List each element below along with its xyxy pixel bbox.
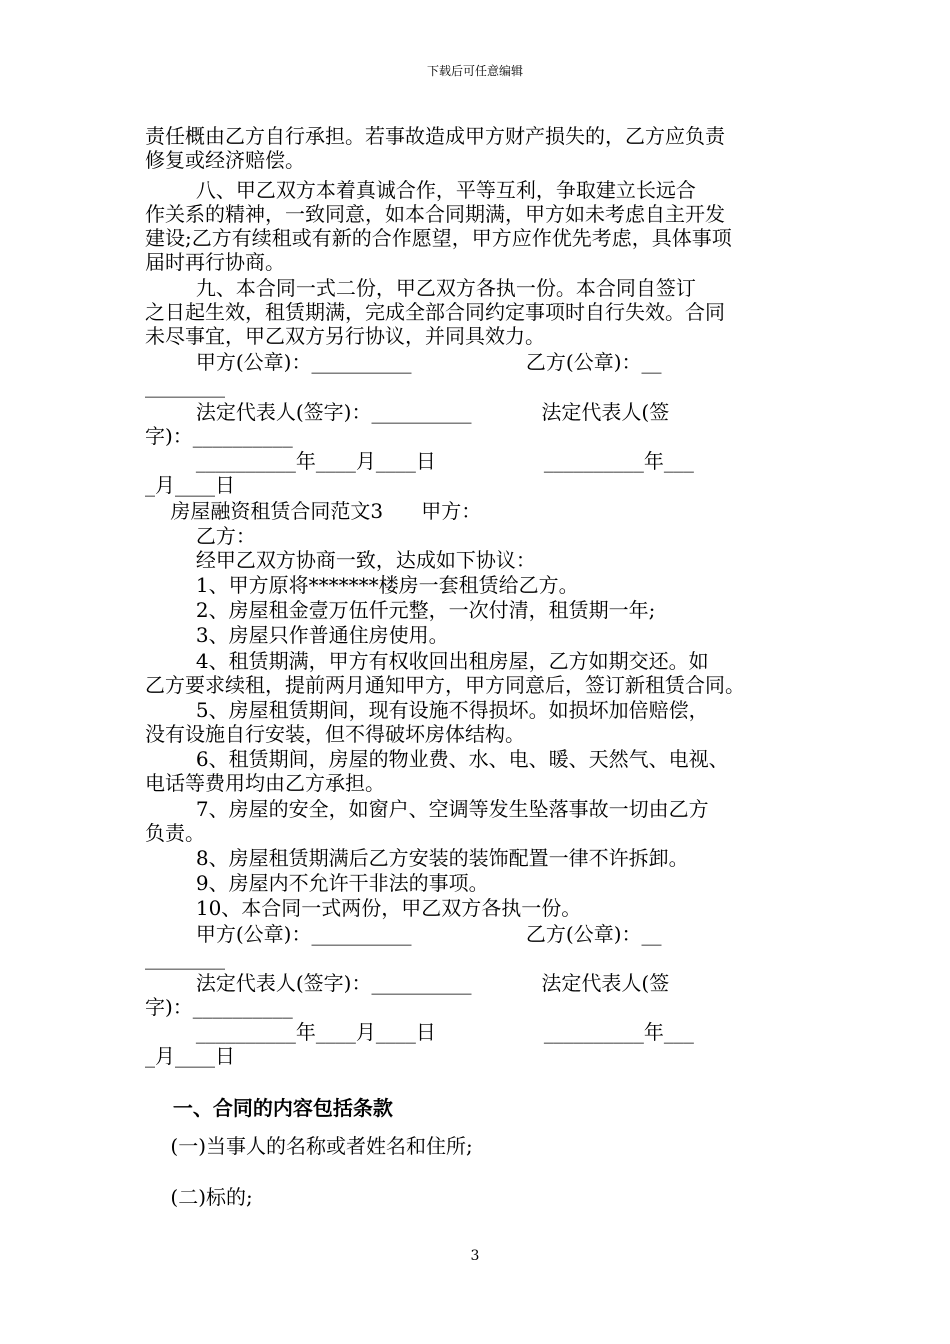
text-line: 5、房屋租赁期间，现有设施不得损坏。如损坏加倍赔偿， xyxy=(145,698,709,722)
text-line: __________年____月____日 __________年___ xyxy=(145,449,694,473)
text-line: 建设;乙方有续租或有新的合作愿望，甲方应作优先考虑，具体事项 xyxy=(145,226,732,250)
text-line: 电话等费用均由乙方承担。 xyxy=(145,771,385,795)
text-line: 1、甲方原将*******楼房一套租赁给乙方。 xyxy=(145,573,579,597)
list-item: (一)当事人的名称或者姓名和住所; xyxy=(145,1134,473,1158)
text-line: 3、房屋只作普通住房使用。 xyxy=(145,623,449,647)
text-line: ________ xyxy=(145,374,225,398)
text-line: 九、本合同一式二份，甲乙双方各执一份。本合同自签订 xyxy=(145,276,696,300)
text-line: 乙方要求续租，提前两月通知甲方，甲方同意后，签订新租赁合同。 xyxy=(145,673,745,697)
text-line: _月____日 xyxy=(145,1044,235,1068)
text-line: 甲方(公章)：__________ 乙方(公章)：__ xyxy=(145,350,662,374)
text-line: 八、甲乙双方本着真诚合作，平等互利，争取建立长远合 xyxy=(145,178,696,202)
text-line: 8、房屋租赁期满后乙方安装的装饰配置一律不许拆卸。 xyxy=(145,846,689,870)
text-line: 经甲乙双方协商一致，达成如下协议： xyxy=(145,548,536,572)
text-line: 法定代表人(签字)：__________ 法定代表人(签 xyxy=(145,971,670,995)
text-line: 6、租赁期间，房屋的物业费、水、电、暖、天然气、电视、 xyxy=(145,747,729,771)
text-line: 法定代表人(签字)：__________ 法定代表人(签 xyxy=(145,400,670,424)
text-line: ________ xyxy=(145,946,225,970)
text-line: 甲方(公章)：__________ 乙方(公章)：__ xyxy=(145,922,662,946)
text-line: _月____日 xyxy=(145,473,235,497)
text-line: 字)：__________ xyxy=(145,424,293,448)
text-line: 字)：__________ xyxy=(145,995,293,1019)
text-line: 未尽事宜，甲乙双方另行协议，并同具效力。 xyxy=(145,324,545,348)
text-line: 9、房屋内不允许干非法的事项。 xyxy=(145,871,489,895)
text-line: 作关系的精神，一致同意，如本合同期满，甲方如未考虑自主开发 xyxy=(145,202,725,226)
text-line: 修复或经济赔偿。 xyxy=(145,148,305,172)
text-line: 没有设施自行安装，但不得破坏房体结构。 xyxy=(145,722,525,746)
text-line: 届时再行协商。 xyxy=(145,250,285,274)
text-line: 2、房屋租金壹万伍仟元整，一次付清，租赁期一年; xyxy=(145,598,656,622)
text-line: 10、本合同一式两份，甲乙双方各执一份。 xyxy=(145,896,582,920)
text-line: 乙方： xyxy=(145,524,256,548)
text-line: 之日起生效，租赁期满，完成全部合同约定事项时自行失效。合同 xyxy=(145,300,725,324)
text-line: 负责。 xyxy=(145,821,205,845)
text-line: 4、租赁期满，甲方有权收回出租房屋，乙方如期交还。如 xyxy=(145,649,709,673)
text-line: 责任概由乙方自行承担。若事故造成甲方财产损失的，乙方应负责 xyxy=(145,124,725,148)
page-number: 3 xyxy=(470,1248,480,1264)
text-line: 房屋融资租赁合同范文3 甲方： xyxy=(145,499,482,523)
list-item: (二)标的; xyxy=(145,1185,253,1209)
text-line: 7、房屋的安全，如窗户、空调等发生坠落事故一切由乙方 xyxy=(145,797,709,821)
text-line: __________年____月____日 __________年___ xyxy=(145,1020,694,1044)
page-header: 下载后可任意编辑 xyxy=(426,64,523,78)
section-heading: 一、合同的内容包括条款 xyxy=(145,1096,393,1120)
